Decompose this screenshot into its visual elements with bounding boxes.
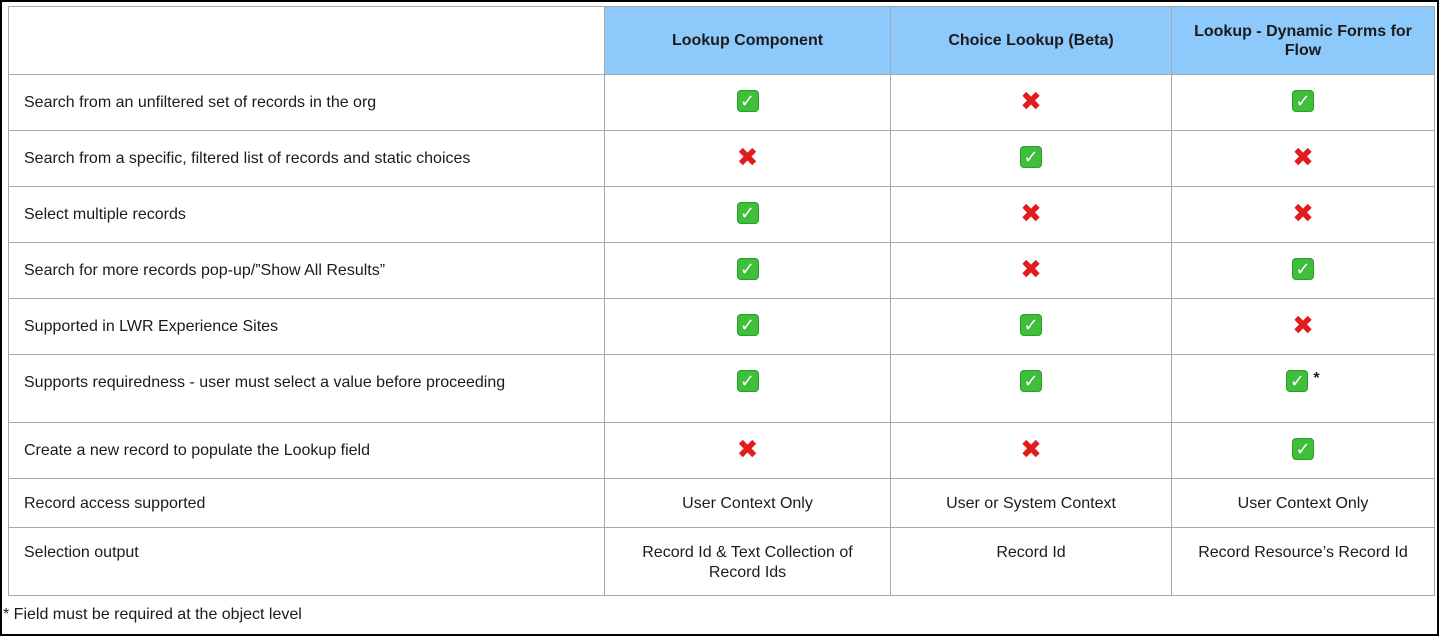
feature-label: Supports requiredness - user must select a value before proceeding [9, 355, 605, 423]
red-cross-icon: ✖ [1020, 199, 1042, 229]
cell-lookup-component [605, 423, 891, 479]
feature-label: Selection output [9, 528, 605, 596]
green-check-icon: ✓ [737, 370, 759, 392]
column-header-choice-lookup: Choice Lookup (Beta) [891, 7, 1172, 75]
table-row [9, 528, 1435, 596]
table-row [9, 187, 1435, 243]
header-row [9, 7, 1435, 75]
table-row [9, 243, 1435, 299]
table-row [9, 479, 1435, 528]
green-check-icon: ✓ [737, 314, 759, 336]
red-cross-icon: ✖ [1020, 435, 1042, 465]
green-check-icon: ✓ [1292, 90, 1314, 112]
green-check-icon: ✓ [1020, 146, 1042, 168]
green-check-icon: ✓ [737, 202, 759, 224]
cell-lookup-component [605, 187, 891, 243]
cell-dynamic-forms-lookup [1172, 299, 1435, 355]
red-cross-icon: ✖ [1020, 87, 1042, 117]
red-cross-icon: ✖ [1292, 311, 1314, 341]
cell-choice-lookup [891, 299, 1172, 355]
cell-dynamic-forms-lookup: User Context Only [1172, 479, 1435, 528]
red-cross-icon: ✖ [1292, 199, 1314, 229]
comparison-table [8, 6, 1435, 596]
cell-dynamic-forms-lookup [1172, 423, 1435, 479]
table-row [9, 423, 1435, 479]
cell-choice-lookup: User or System Context [891, 479, 1172, 528]
cell-lookup-component: User Context Only [605, 479, 891, 528]
cell-lookup-component [605, 75, 891, 131]
cell-lookup-component [605, 243, 891, 299]
feature-label: Search from a specific, filtered list of records and static choices [9, 131, 605, 187]
feature-label: Create a new record to populate the Lookup field [9, 423, 605, 479]
red-cross-icon: ✖ [1020, 255, 1042, 285]
header-blank-cell [9, 7, 605, 75]
feature-label: Search from an unfiltered set of records in the org [9, 75, 605, 131]
red-cross-icon: ✖ [736, 143, 759, 173]
feature-label: Search for more records pop-up/”Show All Results” [9, 243, 605, 299]
green-check-icon: ✓ [1292, 258, 1314, 280]
cell-dynamic-forms-lookup [1172, 187, 1435, 243]
cell-lookup-component [605, 299, 891, 355]
red-cross-icon: ✖ [1292, 143, 1314, 173]
feature-label: Select multiple records [9, 187, 605, 243]
cell-dynamic-forms-lookup [1172, 355, 1435, 423]
cell-dynamic-forms-lookup [1172, 243, 1435, 299]
column-header-lookup-component: Lookup Component [605, 7, 891, 75]
cell-choice-lookup [891, 187, 1172, 243]
green-check-icon: ✓ [1286, 370, 1308, 392]
table-row [9, 355, 1435, 423]
green-check-icon: ✓ [1020, 314, 1042, 336]
feature-label: Record access supported [9, 479, 605, 528]
red-cross-icon: ✖ [736, 435, 759, 465]
column-header-dynamic-forms-lookup: Lookup - Dynamic Forms for Flow [1172, 7, 1435, 75]
cell-lookup-component [605, 131, 891, 187]
table-row [9, 75, 1435, 131]
green-check-icon: ✓ [1020, 370, 1042, 392]
cell-choice-lookup [891, 355, 1172, 423]
cell-dynamic-forms-lookup [1172, 131, 1435, 187]
footnote: * Field must be required at the object level [3, 606, 302, 623]
green-check-icon: ✓ [1292, 438, 1314, 460]
cell-lookup-component: Record Id & Text Collection of Record Ids [605, 528, 891, 596]
cell-choice-lookup [891, 423, 1172, 479]
green-check-icon: ✓ [737, 90, 759, 112]
cell-choice-lookup: Record Id [891, 528, 1172, 596]
cell-choice-lookup [891, 75, 1172, 131]
cell-dynamic-forms-lookup [1172, 75, 1435, 131]
table-row [9, 299, 1435, 355]
cell-dynamic-forms-lookup: Record Resource’s Record Id [1172, 528, 1435, 596]
footnote-marker: * [1313, 370, 1320, 387]
cell-lookup-component [605, 355, 891, 423]
cell-choice-lookup [891, 131, 1172, 187]
table-row [9, 131, 1435, 187]
cell-choice-lookup [891, 243, 1172, 299]
feature-label: Supported in LWR Experience Sites [9, 299, 605, 355]
green-check-icon: ✓ [737, 258, 759, 280]
